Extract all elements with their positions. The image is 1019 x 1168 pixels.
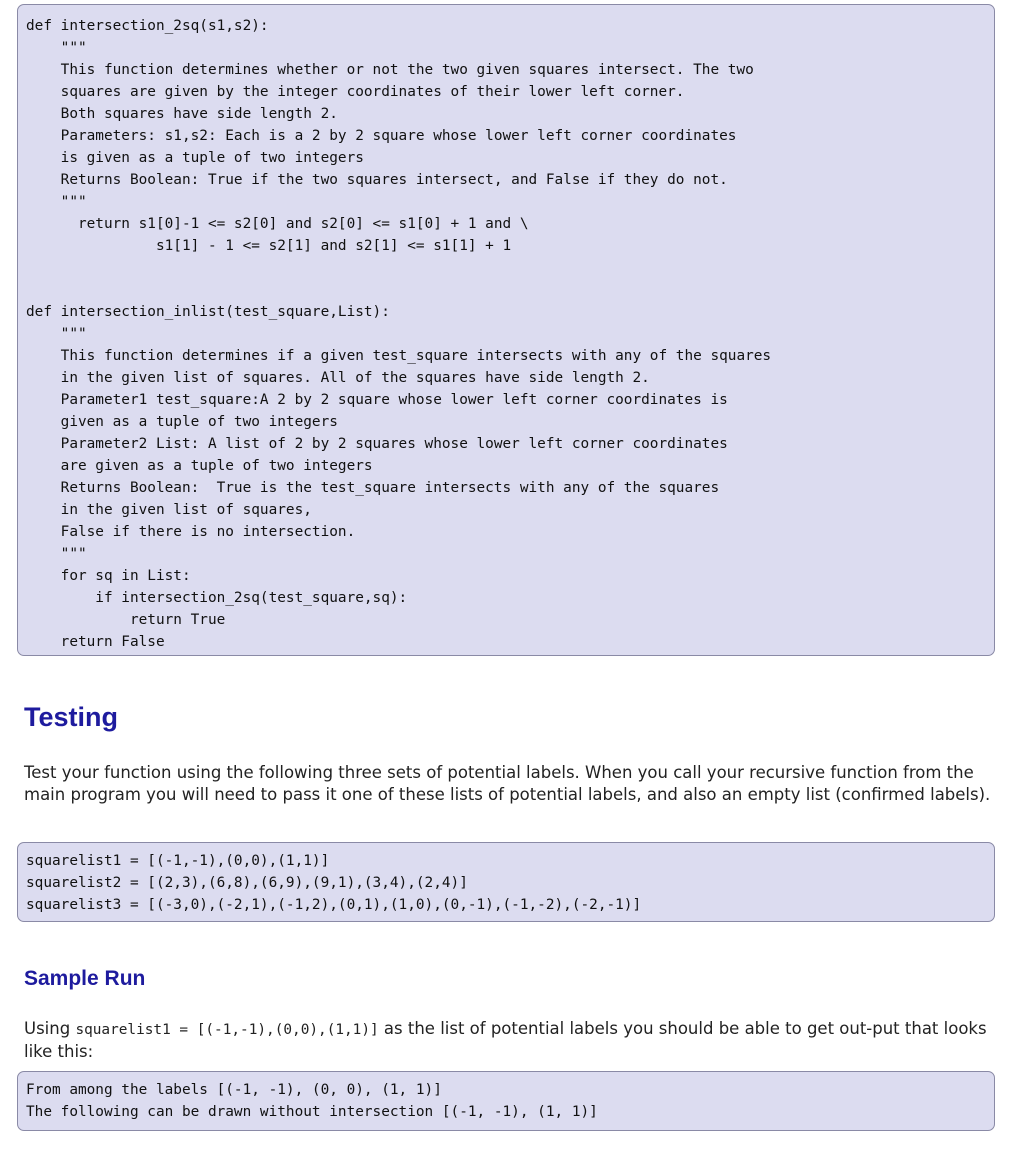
code-line: given as a tuple of two integers bbox=[26, 414, 338, 430]
code-block-functions bbox=[17, 4, 995, 656]
code-block-squarelists bbox=[17, 842, 995, 922]
code-line: Parameters: s1,s2: Each is a 2 by 2 square whose lower left corner coordinates bbox=[26, 128, 737, 144]
code-line: s1[1] - 1 <= s2[1] and s2[1] <= s1[1] + 1 bbox=[26, 238, 512, 254]
code-line: Returns Boolean: True if the two squares intersect, and False if they do not. bbox=[26, 172, 728, 188]
code-line: return True bbox=[26, 612, 226, 628]
code-line: """ bbox=[26, 194, 87, 210]
code-line: is given as a tuple of two integers bbox=[26, 150, 364, 166]
code-line: False if there is no intersection. bbox=[26, 524, 356, 540]
code-line: if intersection_2sq(test_square,sq): bbox=[26, 590, 408, 606]
code-line: def intersection_2sq(s1,s2): bbox=[26, 18, 269, 34]
code-line: This function determines if a given test_square intersects with any of the squares bbox=[26, 348, 772, 364]
sample-run-heading: Sample Run bbox=[24, 967, 146, 990]
code-line bbox=[26, 279, 994, 301]
testing-heading: Testing bbox=[24, 702, 118, 732]
code-line: Parameter1 test_square:A 2 by 2 square whose lower left corner coordinates is bbox=[26, 392, 728, 408]
code-line: squares are given by the integer coordinates of their lower left corner. bbox=[26, 84, 685, 100]
code-line: """ bbox=[26, 546, 87, 562]
code-line: squarelist2 = [(2,3),(6,8),(6,9),(9,1),(3,4),(2,4)] bbox=[26, 875, 468, 891]
code-line: squarelist3 = [(-3,0),(-2,1),(-1,2),(0,1),(1,0),(0,-1),(-1,-2),(-2,-1)] bbox=[26, 897, 642, 913]
code-line: """ bbox=[26, 40, 87, 56]
code-line: """ bbox=[26, 326, 87, 342]
code-line: Parameter2 List: A list of 2 by 2 squares whose lower left corner coordinates bbox=[26, 436, 728, 452]
code-line: in the given list of squares. All of the squares have side length 2. bbox=[26, 370, 650, 386]
code-line: Both squares have side length 2. bbox=[26, 106, 338, 122]
code-line: Returns Boolean: True is the test_square intersects with any of the squares bbox=[26, 480, 720, 496]
sample-run-paragraph bbox=[24, 1018, 994, 1063]
code-line: are given as a tuple of two integers bbox=[26, 458, 373, 474]
inline-code: squarelist1 = [(-1,-1),(0,0),(1,1)] bbox=[75, 1022, 379, 1038]
code-line: def intersection_inlist(test_square,List): bbox=[26, 304, 390, 320]
output-line: From among the labels [(-1, -1), (0, 0), (1, 1)] bbox=[26, 1082, 442, 1098]
code-block-output bbox=[17, 1071, 995, 1131]
code-line: This function determines whether or not the two given squares intersect. The two bbox=[26, 62, 754, 78]
code-line: in the given list of squares, bbox=[26, 502, 312, 518]
sample-run-text-before: Using bbox=[24, 1019, 76, 1038]
code-line bbox=[26, 257, 994, 279]
sample-run-text-after: as the list of potential labels you should be able to get out-put that looks like this: bbox=[24, 1019, 987, 1061]
code-line: return s1[0]-1 <= s2[0] and s2[0] <= s1[0] + 1 and \ bbox=[26, 216, 529, 232]
code-line: squarelist1 = [(-1,-1),(0,0),(1,1)] bbox=[26, 853, 330, 869]
code-line: for sq in List: bbox=[26, 568, 191, 584]
output-line: The following can be drawn without intersection [(-1, -1), (1, 1)] bbox=[26, 1104, 598, 1120]
code-line: return False bbox=[26, 634, 165, 650]
testing-paragraph: Test your function using the following three sets of potential labels. When you call your recursive function from the main program you will need to pass it one of these lists of potential labels, and also an empty list (confirmed labels). bbox=[24, 763, 991, 804]
